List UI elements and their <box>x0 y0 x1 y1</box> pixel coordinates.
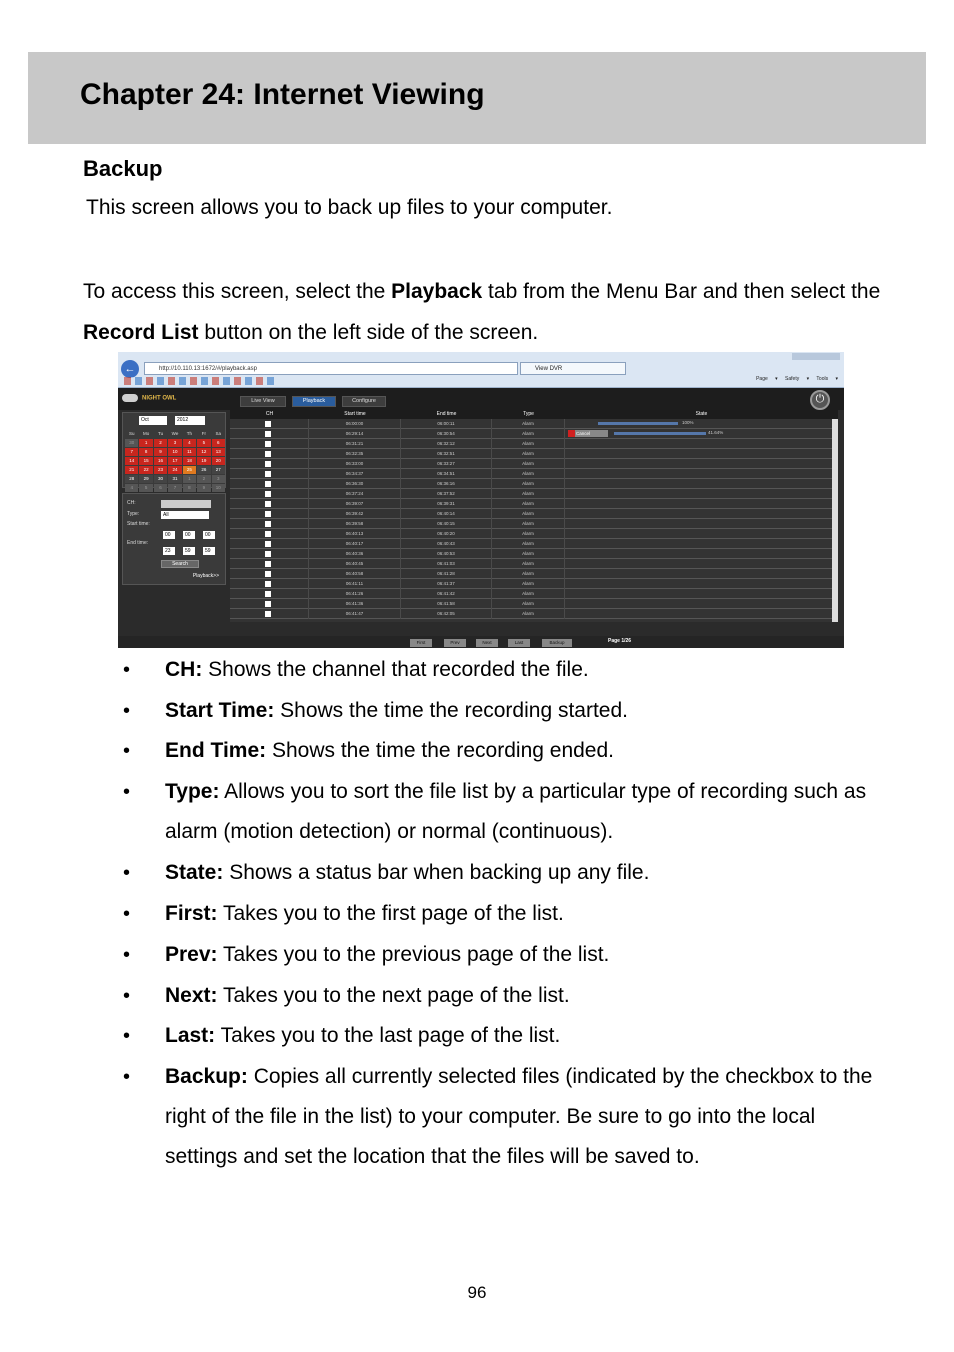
end-time-cell: 06:41:28 <box>401 569 492 579</box>
row-checkbox[interactable] <box>265 441 271 447</box>
table-row[interactable] <box>230 549 838 559</box>
end-time-cell: 06:36:16 <box>401 479 492 489</box>
row-checkbox[interactable] <box>265 491 271 497</box>
feature-term: Type: <box>165 780 220 803</box>
row-checkbox[interactable] <box>265 451 271 457</box>
chapter-header <box>28 52 926 144</box>
calendar-day[interactable]: 4 <box>125 484 138 492</box>
end-time-cell: 06:41:58 <box>401 599 492 609</box>
row-checkbox[interactable] <box>265 581 271 587</box>
row-checkbox[interactable] <box>265 431 271 437</box>
row-checkbox[interactable] <box>265 591 271 597</box>
first-button[interactable]: First <box>410 639 432 647</box>
search-panel <box>122 493 226 585</box>
ch-label: CH: <box>127 500 136 506</box>
feature-item <box>165 894 885 934</box>
feature-term: Backup: <box>165 1065 248 1088</box>
end-time-cell: 06:40:53 <box>401 549 492 559</box>
row-checkbox[interactable] <box>265 531 271 537</box>
table-row[interactable] <box>230 479 838 489</box>
end-time-cell: 06:40:43 <box>401 539 492 549</box>
feature-item <box>165 731 885 771</box>
row-checkbox[interactable] <box>265 501 271 507</box>
favorites-icons <box>124 377 274 385</box>
calendar-day-header: Sa <box>215 431 222 436</box>
feature-term: End Time: <box>165 739 267 762</box>
type-cell: Alarm <box>492 509 565 519</box>
end-time-cell: 06:00:11 <box>401 419 492 429</box>
tab-playback[interactable]: Playback <box>292 396 336 407</box>
header-end-time[interactable]: End time <box>436 411 457 417</box>
feature-term: State: <box>165 861 224 884</box>
calendar-day[interactable]: 15 <box>139 457 152 465</box>
end-time-cell: 06:40:15 <box>401 519 492 529</box>
header-start-time[interactable]: Start time <box>344 411 366 417</box>
row-checkbox[interactable] <box>265 481 271 487</box>
calendar-day-header: We <box>171 431 179 436</box>
start-time-cell: 06:34:37 <box>309 469 401 479</box>
type-cell: Alarm <box>492 519 565 529</box>
end-time-cell: 06:40:14 <box>401 509 492 519</box>
record-table <box>230 410 838 622</box>
calendar-day[interactable]: 9 <box>197 484 210 492</box>
start-time-cell: 06:40:13 <box>309 529 401 539</box>
calendar-day[interactable]: 1 <box>139 439 152 447</box>
feature-term: First: <box>165 902 218 925</box>
page-number: 96 <box>467 1283 487 1302</box>
table-row[interactable] <box>230 609 838 619</box>
calendar-day[interactable]: 11 <box>183 448 196 456</box>
end-time-cell: 06:32:12 <box>401 439 492 449</box>
feature-description: Takes you to the previous page of the list. <box>217 943 610 966</box>
calendar-day[interactable]: 2 <box>197 475 210 483</box>
start-time-cell: 06:39:07 <box>309 499 401 509</box>
start-time-cell: 06:40:17 <box>309 539 401 549</box>
calendar-day[interactable]: 8 <box>183 484 196 492</box>
type-cell: Alarm <box>492 489 565 499</box>
start-time-cell: 06:39:42 <box>309 509 401 519</box>
prev-button[interactable]: Prev <box>444 639 466 647</box>
table-row[interactable] <box>230 439 838 449</box>
type-cell: Alarm <box>492 439 565 449</box>
calendar-day[interactable]: 14 <box>125 457 138 465</box>
feature-term: CH: <box>165 658 203 681</box>
start-time-cell: 06:00:00 <box>309 419 401 429</box>
type-cell: Alarm <box>492 599 565 609</box>
calendar-day[interactable]: 7 <box>168 484 181 492</box>
table-row[interactable] <box>230 589 838 599</box>
calendar-day[interactable]: 1 <box>183 475 196 483</box>
start-time-cell: 06:41:11 <box>309 579 401 589</box>
end-time-cell: 06:42:05 <box>401 609 492 619</box>
type-cell: Alarm <box>492 479 565 489</box>
table-scrollbar[interactable] <box>832 419 838 622</box>
start-time-cell: 06:32:35 <box>309 449 401 459</box>
calendar-day[interactable]: 7 <box>125 448 138 456</box>
row-checkbox[interactable] <box>265 611 271 617</box>
type-cell: Alarm <box>492 529 565 539</box>
start-time-cell: 06:37:24 <box>309 489 401 499</box>
table-row[interactable] <box>230 449 838 459</box>
table-row[interactable] <box>230 459 838 469</box>
calendar-day[interactable]: 6 <box>154 484 167 492</box>
calendar-day[interactable]: 28 <box>125 475 138 483</box>
calendar-day[interactable]: 13 <box>212 448 225 456</box>
next-button[interactable]: Next <box>476 639 498 647</box>
year-select[interactable]: 2012 <box>175 416 205 425</box>
type-cell: Alarm <box>492 419 565 429</box>
table-row[interactable] <box>230 529 838 539</box>
calendar-day[interactable]: 3 <box>168 439 181 447</box>
feature-description: Copies all currently selected files (indicated by the checkbox to the right of the file in the list) to your computer. Be sure to go into the local settings and set the location that the files will be saved to. <box>165 1065 873 1168</box>
calendar-day-header: Th <box>186 431 193 436</box>
end-time-cell: 06:32:51 <box>401 449 492 459</box>
calendar-day[interactable]: 21 <box>125 466 138 474</box>
feature-item <box>165 853 885 893</box>
table-row[interactable] <box>230 419 838 429</box>
browser-tab[interactable]: View DVR <box>520 362 626 375</box>
calendar-day[interactable]: 12 <box>197 448 210 456</box>
table-row[interactable] <box>230 519 838 529</box>
start-minute[interactable]: 00 <box>183 531 195 539</box>
table-row[interactable] <box>230 539 838 549</box>
total-progress-text: 100% <box>682 420 694 425</box>
calendar-day[interactable]: 4 <box>183 439 196 447</box>
table-header <box>230 410 838 419</box>
feature-description: Shows the time the recording ended. <box>266 739 614 762</box>
calendar-grid <box>125 430 225 492</box>
end-time-label: End time: <box>127 540 149 546</box>
calendar-day[interactable]: 5 <box>139 484 152 492</box>
end-time-cell: 06:30:54 <box>401 429 492 439</box>
row-checkbox[interactable] <box>265 521 271 527</box>
end-time-cell: 06:41:42 <box>401 589 492 599</box>
access-instructions <box>83 271 883 353</box>
type-cell: Alarm <box>492 539 565 549</box>
calendar-day[interactable]: 22 <box>139 466 152 474</box>
calendar-day[interactable]: 25 <box>183 466 196 474</box>
calendar-day[interactable]: 29 <box>139 475 152 483</box>
end-time-cell: 06:33:27 <box>401 459 492 469</box>
pagination-bar <box>118 636 844 648</box>
row-checkbox[interactable] <box>265 571 271 577</box>
calendar-day[interactable]: 10 <box>168 448 181 456</box>
file-progress-text: 41.64% <box>708 430 724 435</box>
row-checkbox[interactable] <box>265 471 271 477</box>
logo-text: NIGHT OWL <box>142 395 177 402</box>
feature-item <box>165 935 885 975</box>
search-button[interactable]: Search <box>161 560 199 568</box>
access-record-list: Record List <box>83 321 199 344</box>
chapter-title: Chapter 24: Internet Viewing <box>80 78 485 111</box>
feature-item <box>165 976 885 1016</box>
end-time-cell: 06:41:03 <box>401 559 492 569</box>
end-second[interactable]: 59 <box>203 547 215 555</box>
feature-term: Prev: <box>165 943 218 966</box>
calendar-day[interactable]: 26 <box>197 466 210 474</box>
calendar-day[interactable]: 8 <box>139 448 152 456</box>
calendar-day[interactable]: 3 <box>212 475 225 483</box>
feature-term: Start Time: <box>165 699 275 722</box>
table-row[interactable] <box>230 559 838 569</box>
file-progress-bar <box>614 432 706 435</box>
start-time-cell: 06:40:45 <box>309 559 401 569</box>
start-time-cell: 06:41:47 <box>309 609 401 619</box>
total-progress-bar <box>598 422 678 425</box>
cancel-button[interactable]: Cancel <box>568 430 608 437</box>
browser-chrome <box>118 352 844 388</box>
type-label: Type: <box>127 511 140 517</box>
playback-link[interactable]: Playback>> <box>192 573 219 579</box>
row-checkbox[interactable] <box>265 461 271 467</box>
end-time-cell: 06:34:51 <box>401 469 492 479</box>
table-row[interactable] <box>230 429 838 439</box>
start-time-cell: 06:41:36 <box>309 599 401 609</box>
feature-description: Takes you to the next page of the list. <box>217 984 570 1007</box>
feature-item <box>165 691 885 731</box>
access-text-2: tab from the Menu Bar and then select the <box>482 280 881 303</box>
calendar-day[interactable]: 9 <box>154 448 167 456</box>
type-cell: Alarm <box>492 579 565 589</box>
type-cell: Alarm <box>492 469 565 479</box>
start-hour[interactable]: 00 <box>163 531 175 539</box>
feature-description: Shows the channel that recorded the file. <box>202 658 589 681</box>
address-bar[interactable]: http://10.110.13:1672/#/playback.asp <box>144 362 518 375</box>
start-time-cell: 06:41:26 <box>309 589 401 599</box>
type-cell: Alarm <box>492 559 565 569</box>
feature-item <box>165 1016 885 1056</box>
browser-toolbar[interactable]: Page ▾ Safety ▾ Tools ▾ <box>756 376 838 382</box>
start-time-cell: 06:33:00 <box>309 459 401 469</box>
calendar-panel <box>122 412 226 488</box>
start-time-cell: 06:39:58 <box>309 519 401 529</box>
end-time-cell: 06:37:52 <box>401 489 492 499</box>
calendar-day-header: Mo <box>143 431 150 436</box>
calendar-day[interactable]: 17 <box>168 457 181 465</box>
playback-screenshot <box>118 352 844 648</box>
intro-text: This screen allows you to back up files to your computer. <box>86 196 613 219</box>
row-checkbox[interactable] <box>265 511 271 517</box>
type-cell: Alarm <box>492 429 565 439</box>
calendar-day[interactable]: 10 <box>212 484 225 492</box>
calendar-day[interactable]: 19 <box>197 457 210 465</box>
row-checkbox[interactable] <box>265 541 271 547</box>
start-time-cell: 06:36:30 <box>309 479 401 489</box>
feature-term: Next: <box>165 984 218 1007</box>
feature-term: Last: <box>165 1024 216 1047</box>
feature-item <box>165 650 885 690</box>
calendar-day-header: Tu <box>158 431 164 436</box>
feature-item <box>165 1057 885 1177</box>
header-type[interactable]: Type <box>523 411 534 417</box>
type-cell: Alarm <box>492 569 565 579</box>
start-time-label: Start time: <box>127 521 150 527</box>
section-title: Backup <box>83 156 163 181</box>
feature-description: Takes you to the last page of the list. <box>215 1024 561 1047</box>
type-cell: Alarm <box>492 459 565 469</box>
row-checkbox[interactable] <box>265 421 271 427</box>
back-arrow-icon[interactable]: ← <box>121 360 139 378</box>
type-cell: Alarm <box>492 589 565 599</box>
start-second[interactable]: 00 <box>203 531 215 539</box>
row-checkbox[interactable] <box>265 561 271 567</box>
feature-description: Shows the time the recording started. <box>274 699 628 722</box>
header-ch[interactable]: CH <box>265 411 274 417</box>
owl-logo-icon <box>122 394 138 402</box>
calendar-day[interactable]: 6 <box>212 439 225 447</box>
end-time-cell: 06:39:31 <box>401 499 492 509</box>
row-checkbox[interactable] <box>265 551 271 557</box>
end-time-cell: 06:40:20 <box>401 529 492 539</box>
feature-description: Takes you to the first page of the list. <box>217 902 564 925</box>
feature-description: Allows you to sort the file list by a particular type of recording such as alarm (motion detection) or normal (continuous). <box>165 780 867 843</box>
type-cell: Alarm <box>492 549 565 559</box>
header-state: State <box>695 411 708 417</box>
table-row[interactable] <box>230 469 838 479</box>
logo <box>122 394 176 402</box>
type-cell: Alarm <box>492 609 565 619</box>
row-checkbox[interactable] <box>265 601 271 607</box>
access-text-3: button on the left side of the screen. <box>198 321 539 344</box>
table-row[interactable] <box>230 509 838 519</box>
window-controls <box>792 353 840 360</box>
table-row[interactable] <box>230 599 838 609</box>
calendar-day[interactable]: 18 <box>183 457 196 465</box>
calendar-day[interactable]: 27 <box>212 466 225 474</box>
table-row[interactable] <box>230 489 838 499</box>
app-header <box>118 388 844 410</box>
end-hour[interactable]: 23 <box>163 547 175 555</box>
calendar-day[interactable]: 23 <box>154 466 167 474</box>
month-select[interactable]: Oct <box>139 416 167 425</box>
tab-live-view[interactable]: Live View <box>240 396 286 407</box>
start-time-cell: 06:40:58 <box>309 569 401 579</box>
end-time-cell: 06:41:37 <box>401 579 492 589</box>
table-row[interactable] <box>230 499 838 509</box>
start-time-cell: 06:29:14 <box>309 429 401 439</box>
calendar-day-header: Su <box>128 431 135 436</box>
table-row[interactable] <box>230 579 838 589</box>
calendar-day[interactable]: 24 <box>168 466 181 474</box>
feature-item <box>165 772 885 852</box>
calendar-day[interactable]: 30 <box>154 475 167 483</box>
calendar-day[interactable]: 31 <box>168 475 181 483</box>
type-cell: Alarm <box>492 499 565 509</box>
type-select[interactable]: All <box>161 511 209 519</box>
calendar-day[interactable]: 5 <box>197 439 210 447</box>
calendar-day[interactable]: 30 <box>125 439 138 447</box>
page-info: Page 1/26 <box>608 638 632 644</box>
access-text-1: To access this screen, select the <box>83 280 392 303</box>
last-button[interactable]: Last <box>508 639 530 647</box>
table-row[interactable] <box>230 569 838 579</box>
end-minute[interactable]: 59 <box>183 547 195 555</box>
calendar-day[interactable]: 2 <box>154 439 167 447</box>
calendar-day-header: Fr <box>201 431 206 436</box>
ch-checkboxes[interactable] <box>161 500 211 508</box>
type-cell: Alarm <box>492 449 565 459</box>
feature-description: Shows a status bar when backing up any file. <box>223 861 650 884</box>
start-time-cell: 06:40:36 <box>309 549 401 559</box>
tab-configure[interactable]: Configure <box>342 396 386 407</box>
backup-button[interactable]: Backup <box>542 639 572 647</box>
start-time-cell: 06:31:21 <box>309 439 401 449</box>
access-playback: Playback <box>391 280 483 303</box>
calendar-day[interactable]: 20 <box>212 457 225 465</box>
calendar-day[interactable]: 16 <box>154 457 167 465</box>
power-icon[interactable]: ⏻ <box>810 390 830 410</box>
